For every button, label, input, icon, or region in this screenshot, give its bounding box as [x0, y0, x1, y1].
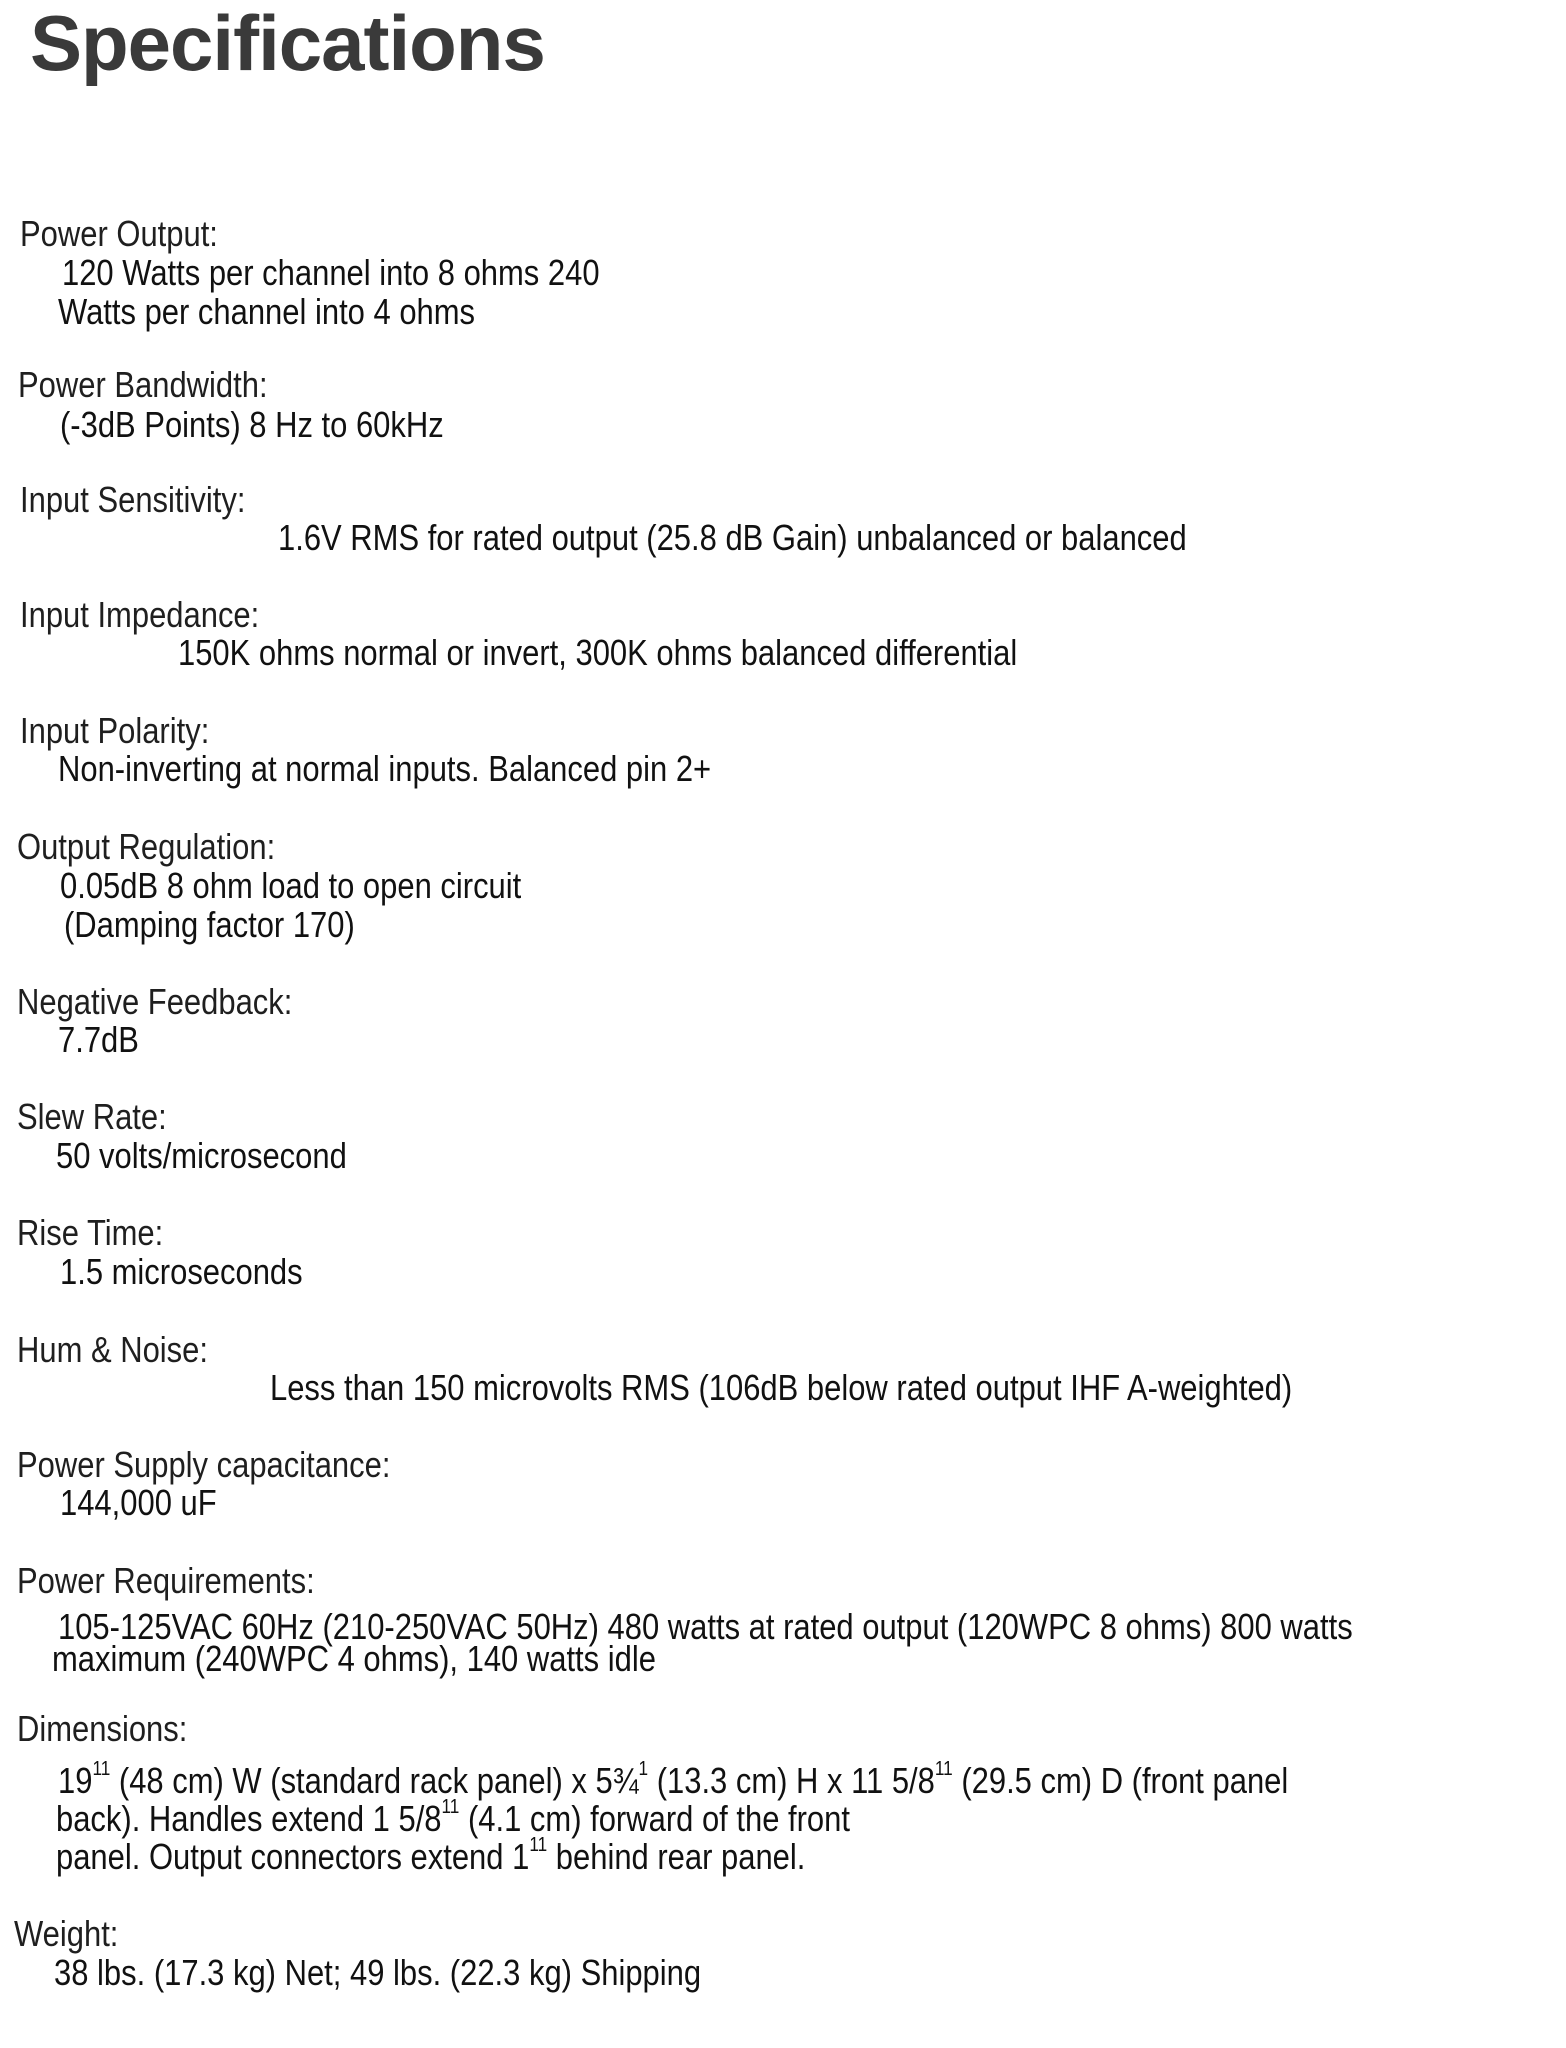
spec-value: Less than 150 microvolts RMS (106dB below rated output IHF A-weighted) — [270, 1367, 1293, 1408]
inch-mark: 1 — [638, 1758, 649, 1780]
spec-value: Non-inverting at normal inputs. Balanced pin 2+ — [58, 748, 712, 789]
spec-value: (Damping factor 170) — [64, 904, 355, 945]
spec-value: 144,000 uF — [60, 1482, 217, 1523]
dim-text: panel. Output connectors extend 1 — [56, 1836, 530, 1877]
spec-value: (-3dB Points) 8 Hz to 60kHz — [60, 404, 444, 445]
spec-value — [56, 1796, 850, 1839]
dim-text: back). Handles extend 1 5/8 — [56, 1798, 442, 1839]
spec-label: Input Polarity: — [20, 710, 210, 751]
spec-label: Power Bandwidth: — [18, 364, 268, 405]
spec-value: 38 lbs. (17.3 kg) Net; 49 lbs. (22.3 kg) Shipping — [54, 1952, 702, 1993]
inch-mark: 11 — [529, 1834, 548, 1856]
inch-mark: 11 — [92, 1758, 111, 1780]
spec-label: Slew Rate: — [17, 1096, 167, 1137]
spec-value: 120 Watts per channel into 8 ohms 240 — [62, 252, 600, 293]
page-title: Specifications — [30, 0, 545, 87]
dim-text: (29.5 cm) D (front panel — [952, 1760, 1289, 1801]
spec-value: 0.05dB 8 ohm load to open circuit — [60, 865, 522, 906]
spec-label: Hum & Noise: — [17, 1329, 208, 1370]
dim-text: (48 cm) W (standard rack panel) x 5¾ — [110, 1760, 639, 1801]
spec-value: 105-125VAC 60Hz (210-250VAC 50Hz) 480 watts at rated output (120WPC 8 ohms) 800 watts — [58, 1606, 1353, 1647]
spec-value: 1.6V RMS for rated output (25.8 dB Gain) unbalanced or balanced — [278, 517, 1187, 558]
dim-width: 19 — [58, 1760, 93, 1801]
spec-label: Negative Feedback: — [17, 981, 293, 1022]
spec-label: Power Requirements: — [17, 1560, 315, 1601]
spec-label: Power Output: — [20, 213, 218, 254]
spec-label: Weight: — [14, 1913, 119, 1954]
spec-label: Input Sensitivity: — [20, 479, 246, 520]
spec-value: 50 volts/microsecond — [56, 1135, 347, 1176]
spec-label: Power Supply capacitance: — [17, 1444, 391, 1485]
spec-value — [58, 1758, 1289, 1801]
spec-value — [56, 1834, 806, 1877]
spec-label: Output Regulation: — [17, 826, 276, 867]
inch-mark: 11 — [934, 1758, 953, 1780]
dim-text: behind rear panel. — [547, 1836, 806, 1877]
spec-label: Rise Time: — [17, 1212, 164, 1253]
dim-text: (13.3 cm) H x 11 5/8 — [648, 1760, 935, 1801]
spec-value: 1.5 microseconds — [60, 1251, 303, 1292]
spec-value: Watts per channel into 4 ohms — [58, 291, 476, 332]
dim-text: (4.1 cm) forward of the front — [459, 1798, 850, 1839]
spec-label: Dimensions: — [17, 1708, 188, 1749]
spec-value: 7.7dB — [58, 1019, 139, 1060]
spec-value: 150K ohms normal or invert, 300K ohms balanced differential — [178, 632, 1018, 673]
spec-label: Input Impedance: — [20, 594, 260, 635]
inch-mark: 11 — [441, 1796, 460, 1818]
spec-value: maximum (240WPC 4 ohms), 140 watts idle — [52, 1638, 656, 1679]
